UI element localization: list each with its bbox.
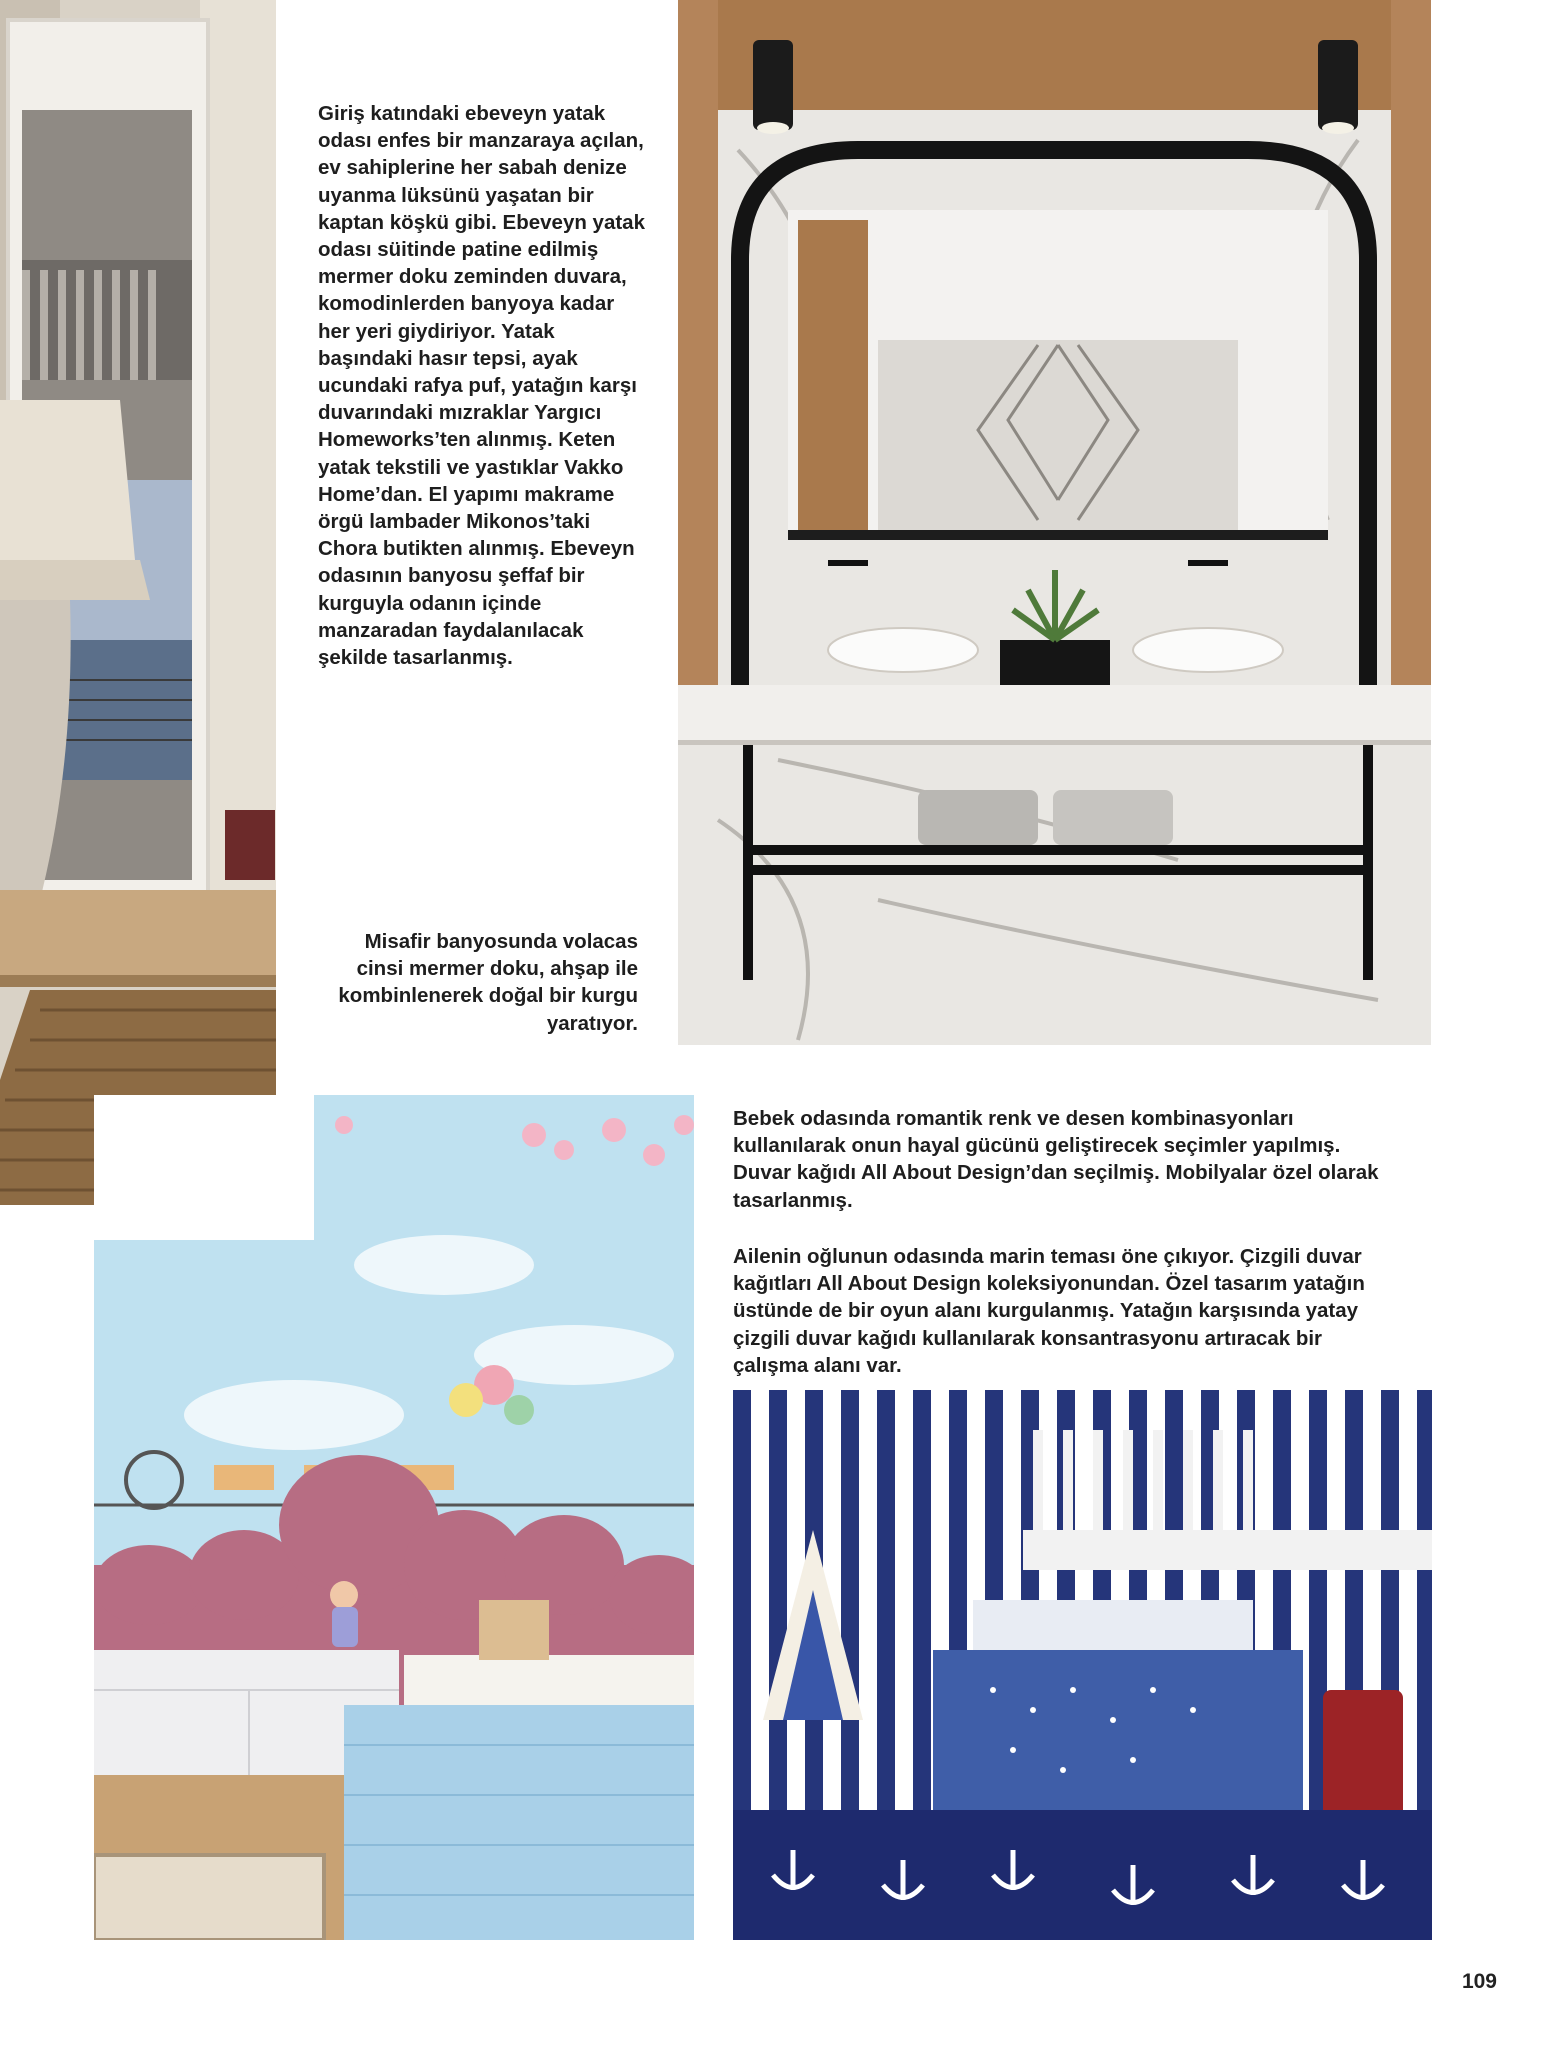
bedroom-mirror-photo bbox=[0, 0, 276, 1205]
boys-room-caption-text: Ailenin oğlunun odasında marin teması öne çıkıyor. Çizgili duvar kağıtları All About Design koleksiyonundan. Özel tasarım yatağın üstünde de bir oyun alanı kurgulanmış. Yatağın karşısında yatay çizgili duvar kağıdı kullanılarak konsantrasyonu artıracak bir çalışma alanı var. bbox=[733, 1245, 1365, 1377]
intro-paragraph bbox=[318, 100, 648, 671]
guest-bathroom-caption-text: Misafir banyosunda volacas cinsi mermer doku, ahşap ile kombinlenerek doğal bir kurgu yaratıyor. bbox=[338, 930, 638, 1035]
guest-bathroom-photo bbox=[678, 0, 1431, 1045]
intro-paragraph-text: Giriş katındaki ebeveyn yatak odası enfes bir manzaraya açılan, ev sahiplerine her sabah denize uyanma lüksünü yaşatan bir kaptan köşkü gibi. Ebeveyn yatak odası süitinde patine edilmiş mermer doku zeminden duvara, komodinlerden banyoya kadar her yeri giydiriyor. Yatak başındaki hasır tepsi, ayak ucundaki rafya puf, yatağın karşı duvarındaki mızraklar Yargıcı Homeworks’ten alınmış. Keten yatak tekstili ve yastıklar Vakko Home’dan. El yapımı makrame örgü lambader Mikonos’taki Chora butikten alınmış. Ebeveyn odasının banyosu şeffaf bir kurguyla odanın içinde manzaradan faydalanılacak şekilde tasarlanmış. bbox=[318, 102, 645, 670]
nursery-caption-text: Bebek odasında romantik renk ve desen kombinasyonları kullanılarak onun hayal gücünü geliştirecek seçimler yapılmış. Duvar kağıdı All About Design’dan seçilmiş. Mobilyalar özel olarak tasarlanmış. bbox=[733, 1107, 1379, 1212]
page-number: 109 bbox=[1461, 1970, 1497, 1993]
boys-room-caption bbox=[733, 1243, 1393, 1379]
nursery-photo bbox=[94, 1095, 694, 1940]
guest-bathroom-caption bbox=[320, 928, 638, 1037]
nursery-caption bbox=[733, 1105, 1393, 1214]
boys-room-photo bbox=[733, 1390, 1432, 1940]
